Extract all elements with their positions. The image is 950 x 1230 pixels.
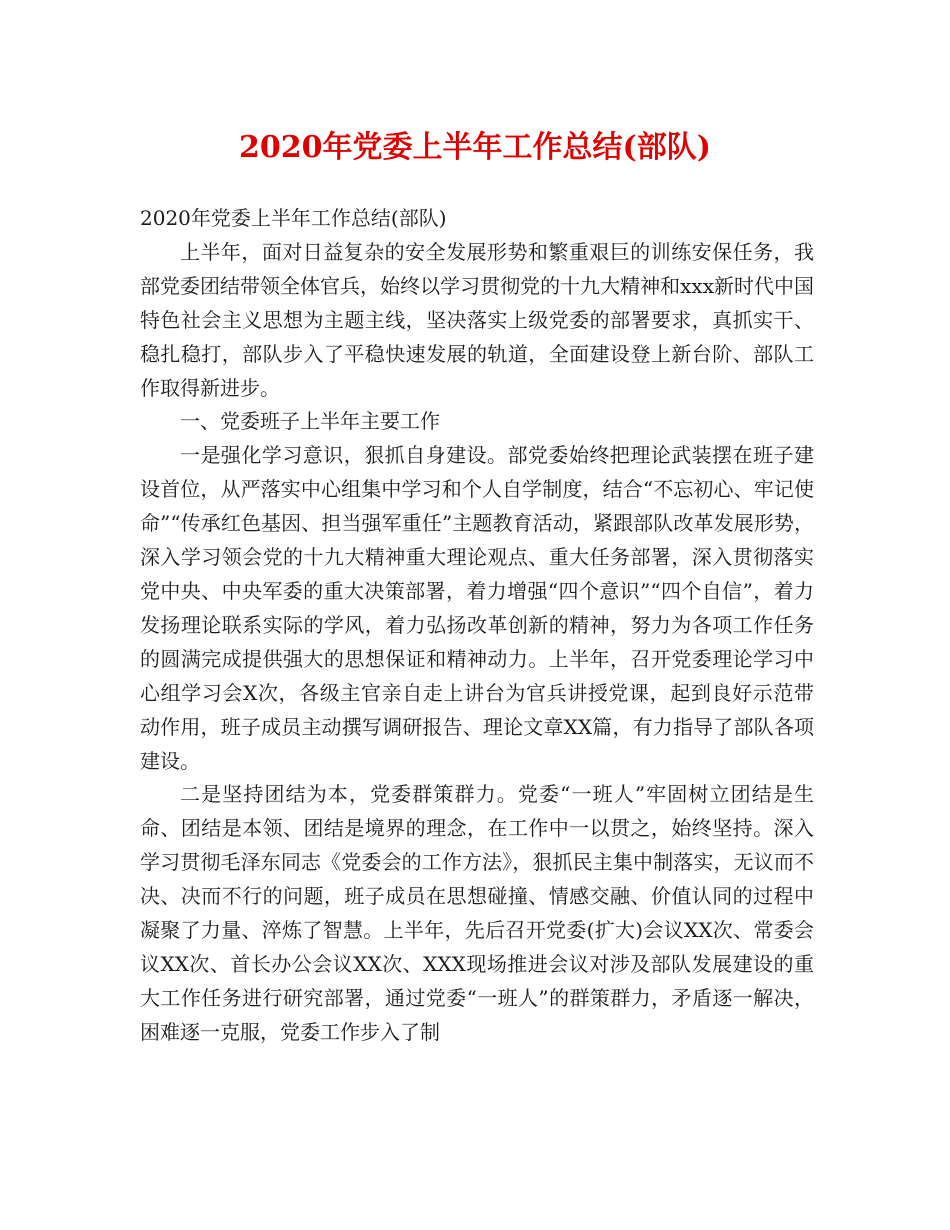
study-paragraph: 一是强化学习意识，狠抓自身建设。部党委始终把理论武装摆在班子建设首位，从严落实中心组集中学习和个人自学制度，结合“不忘初心、牢记使命”“传承红色基因、担当强军重任”主题教育活动，紧跟部队改革发展形势，深入学习领会党的十九大精神重大理论观点、重大任务部署，深入贯彻落实党中央、中央军委的重大决策部署，着力增强“四个意识”“四个自信”，着力发扬理论联系实际的学风，着力弘扬改革创新的精神，努力为各项工作任务的圆满完成提供强大的思想保证和精神动力。上半年，召开党委理论学习中心组学习会X次，各级主官亲自走上讲台为官兵讲授党课，起到良好示范带动作用，班子成员主动撰写调研报告、理论文章XX篇，有力指导了部队各项建设。 bbox=[140, 443, 814, 773]
unity-paragraph: 二是坚持团结为本，党委群策群力。党委“一班人”牢固树立团结是生命、团结是本领、团结是境界的理念，在工作中一以贯之，始终坚持。深入学习贯彻毛泽东同志《党委会的工作方法》，狠抓民主集中制落实，无议而不决、决而不行的问题，班子成员在思想碰撞、情感交融、价值认同的过程中凝聚了力量、淬炼了智慧。上半年，先后召开党委(扩大)会议XX次、常委会议XX次、首长办公会议XX次、XXX现场推进会议对涉及部队发展建设的重大工作任务进行研究部署，通过党委“一班人”的群策群力，矛盾逐一解决，困难逐一克服，党委工作步入了制 bbox=[140, 782, 814, 1044]
document-title: 2020年党委上半年工作总结(部队) bbox=[239, 130, 711, 165]
document-body bbox=[140, 202, 814, 1050]
intro-paragraph: 上半年，面对日益复杂的安全发展形势和繁重艰巨的训练安保任务，我部党委团结带领全体官兵，始终以学习贯彻党的十九大精神和xxx新时代中国特色社会主义思想为主题主线，坚决落实上级党委的部署要求，真抓实干、稳扎稳打，部队步入了平稳快速发展的轨道，全面建设登上新台阶、部队工作取得新进步。 bbox=[140, 239, 814, 400]
section-heading: 一、党委班子上半年主要工作 bbox=[180, 409, 440, 434]
subtitle-line: 2020年党委上半年工作总结(部队) bbox=[140, 206, 447, 230]
